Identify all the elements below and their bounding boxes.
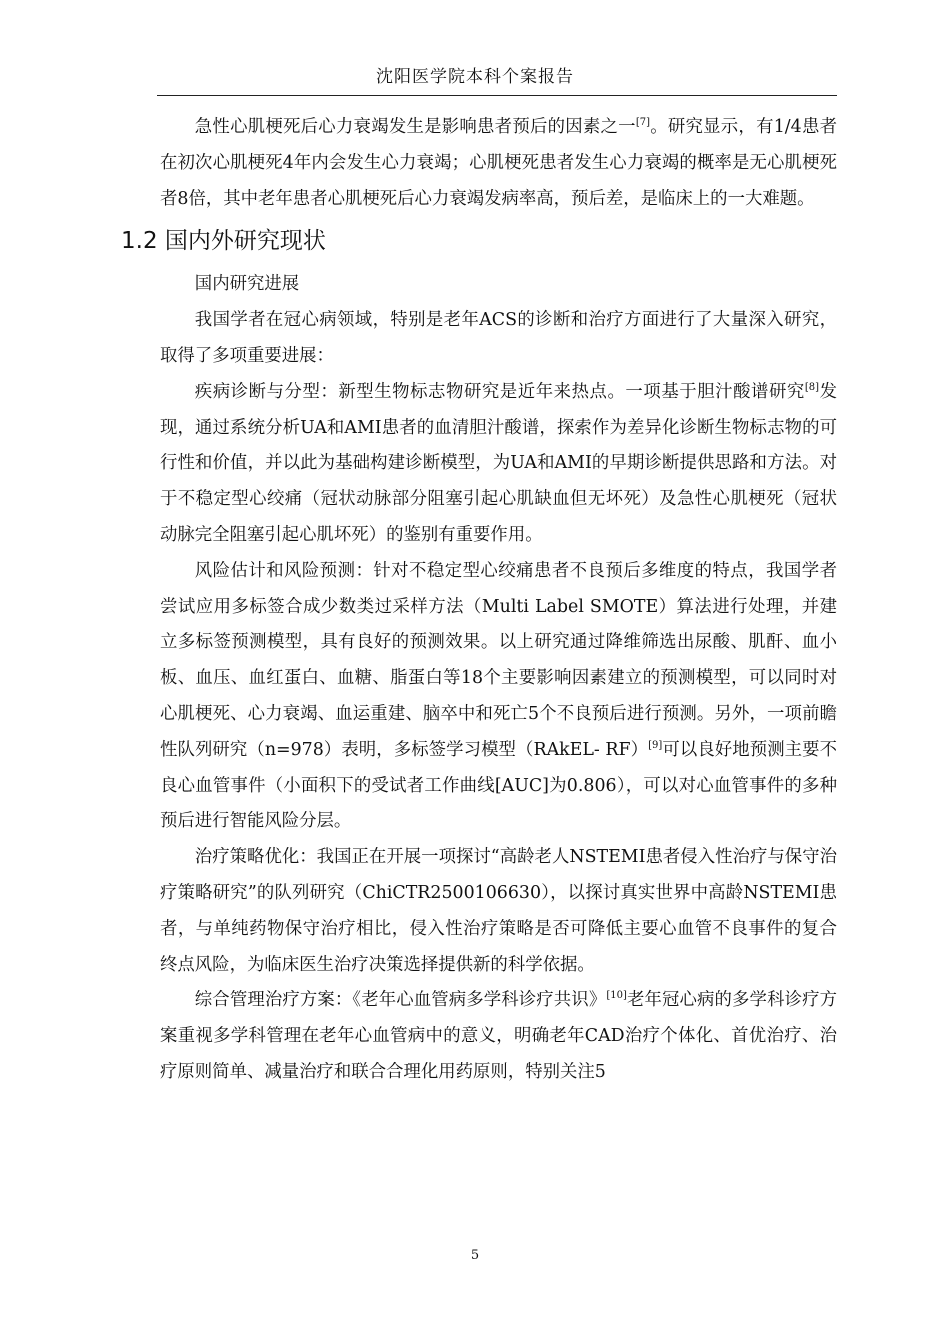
body-content — [121, 110, 837, 1091]
citation-10: [10] — [606, 990, 627, 1002]
page-header: 沈阳医学院本科个案报告 — [376, 67, 574, 87]
page-number: 5 — [470, 1248, 480, 1263]
text-run: 老年冠心病的多学科诊疗方案重视多学科管理在老年心血管病中的意义，明确老年CAD治疗个体化、首优治疗、治疗原则简单、减量治疗和联合合理化用药原则，特别关注5 — [160, 990, 837, 1082]
section-heading: 1.2 国内外研究现状 — [121, 228, 326, 255]
paragraph-intro: 我国学者在冠心病领域，特别是老年ACS的诊断和治疗方面进行了大量深入研究，取得了多项重要进展： — [160, 310, 837, 366]
citation-7: [7] — [635, 117, 650, 129]
text-run: 可以良好地预测主要不良心血管事件（小面积下的受试者工作曲线[AUC]为0.806），可以对心血管事件的多种预后进行智能风险分层。 — [160, 739, 837, 832]
paragraph-risk — [160, 554, 837, 840]
subheading-domestic: 国内研究进展 — [194, 274, 300, 295]
text-run: 综合管理治疗方案：《老年心血管病多学科诊疗共识》 — [194, 990, 607, 1011]
paragraph-management — [160, 983, 837, 1090]
text-run: 疾病诊断与分型：新型生物标志物研究是近年来热点。一项基于胆汁酸谱研究 — [194, 381, 805, 402]
text-run: 。研究显示，有1/4患者在初次心肌梗死4年内会发生心力衰竭；心肌梗死患者发生心力衰竭的概率是无心肌梗死者8倍，其中老年患者心肌梗死后心力衰竭发病率高，预后差，是临床上的一大难题。 — [160, 117, 837, 209]
text-run: 发现，通过系统分析UA和AMI患者的血清胆汁酸谱，探索作为差异化诊断生物标志物的可行性和价值，并以此为基础构建诊断模型，为UA和AMI的早期诊断提供思路和方法。对于不稳定型心绞痛（冠状动脉部分阻塞引起心肌缺血但无坏死）及急性心肌梗死（冠状动脉完全阻塞引起心肌坏死）的鉴别有重要作用。 — [160, 381, 837, 545]
header-divider — [157, 95, 837, 96]
text-run: 风险估计和风险预测：针对不稳定型心绞痛患者不良预后多维度的特点，我国学者尝试应用多标签合成少数类过采样方法（Multi Label SMOTE）算法进行处理，并建立多标签预测模型，具有良好的预测效果。以上研究通过降维筛选出尿酸、肌酐、血小板、血压、血红蛋白、血糖、脂蛋白等18个主要影响因素建立的预测模型，可以同时对心肌梗死、心力衰竭、血运重建、脑卒中和死亡5个不良预后进行预测。另外，一项前瞻性队列研究（n=978）表明，多标签学习模型（RAkEL- RF） — [160, 560, 837, 760]
paragraph-treatment: 治疗策略优化：我国正在开展一项探讨“高龄老人NSTEMI患者侵入性治疗与保守治疗策略研究”的队列研究（ChiCTR2500106630），以探讨真实世界中高龄NSTEMI患者，与单纯药物保守治疗相比，侵入性治疗策略是否可降低主要心血管不良事件的复合终点风险，为临床医生治疗决策选择提供新的科学依据。 — [160, 847, 837, 975]
citation-8: [8] — [804, 381, 820, 393]
paragraph-diagnosis — [160, 375, 837, 554]
paragraph-heart-failure — [160, 110, 837, 217]
text-run: 急性心肌梗死后心力衰竭发生是影响患者预后的因素之一 — [194, 117, 636, 137]
citation-9: [9] — [648, 739, 663, 751]
